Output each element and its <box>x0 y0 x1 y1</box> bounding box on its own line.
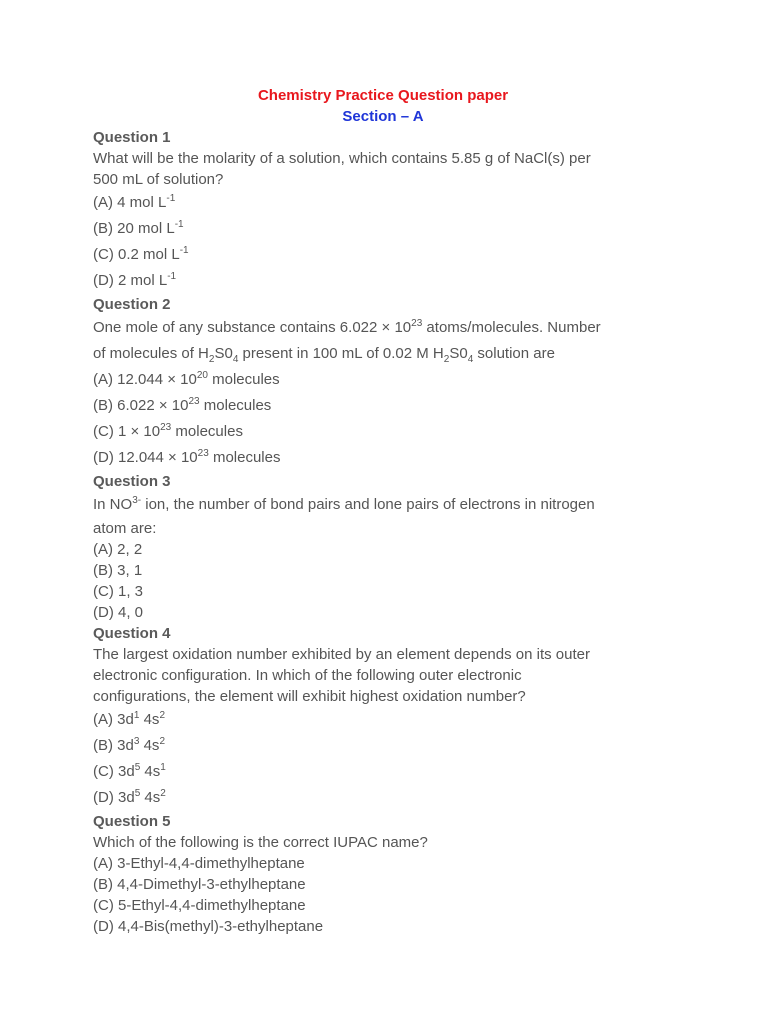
question-2-option-b <box>93 393 683 419</box>
option-exponent: 2 <box>159 710 165 721</box>
question-4-option-d <box>93 785 683 811</box>
question-5-text-line-1: Which of the following is the correct IUPAC name? <box>93 834 428 851</box>
option-text: 4s <box>139 737 160 754</box>
option-exponent: -1 <box>166 193 176 204</box>
subscript: 2 <box>208 354 215 365</box>
question-3-text-line-2: atom are: <box>93 520 157 537</box>
text-segment: In NO <box>93 496 133 513</box>
option-text: (A) 3d <box>93 711 134 728</box>
option-text: (B) 3d <box>93 737 134 754</box>
option-exponent: 23 <box>160 422 172 433</box>
question-2-option-c <box>93 419 683 445</box>
option-suffix: molecules <box>208 449 281 466</box>
option-text: (C) 3d <box>93 763 135 780</box>
subscript: 4 <box>467 354 474 365</box>
question-1-option-a <box>93 190 683 216</box>
text-segment: ion, the number of bond pairs and lone pairs of electrons in nitrogen <box>141 496 595 513</box>
option-text: (A) 4 mol L <box>93 194 167 211</box>
option-text: 4s <box>140 789 161 806</box>
option-text: (C) 1 × 10 <box>93 423 161 440</box>
question-1-option-c <box>93 242 683 268</box>
option-text: (B) 20 mol L <box>93 220 175 237</box>
option-text: 4s <box>139 711 160 728</box>
question-3-option-d: (D) 4, 0 <box>93 604 144 621</box>
text-segment: S0 <box>214 345 233 362</box>
option-text: (D) 3d <box>93 789 135 806</box>
subscript: 4 <box>232 354 239 365</box>
question-4-option-c <box>93 759 683 785</box>
question-1-heading: Question 1 <box>93 129 171 146</box>
question-4-option-a <box>93 707 683 733</box>
question-1-option-b <box>93 216 683 242</box>
text-segment: of molecules of H <box>93 345 209 362</box>
option-suffix: molecules <box>171 423 243 440</box>
option-exponent: 23 <box>197 448 209 459</box>
question-4-text-line-1: The largest oxidation number exhibited by an element depends on its outer <box>93 646 590 663</box>
option-exponent: 20 <box>196 370 208 381</box>
option-text: (D) 2 mol L <box>93 272 168 289</box>
text-segment: One mole of any substance contains 6.022 × 10 <box>93 319 412 336</box>
option-exponent: 23 <box>188 396 200 407</box>
option-text: (C) 0.2 mol L <box>93 246 180 263</box>
option-exponent: 5 <box>134 788 141 799</box>
question-2-text-line-2 <box>93 341 683 367</box>
section-heading: Section – A <box>342 108 424 125</box>
option-exponent: 2 <box>160 788 166 799</box>
question-4-heading: Question 4 <box>93 625 171 642</box>
option-text: 4s <box>140 763 161 780</box>
option-suffix: molecules <box>207 371 280 388</box>
option-exponent: -1 <box>179 245 189 256</box>
question-5-option-c: (C) 5-Ethyl-4,4-dimethylheptane <box>93 897 306 914</box>
text-segment: present in 100 mL of 0.02 M H <box>238 345 444 362</box>
subscript: 2 <box>443 354 450 365</box>
question-2-option-d <box>93 445 683 471</box>
option-exponent: 5 <box>134 762 141 773</box>
question-3-option-a: (A) 2, 2 <box>93 541 143 558</box>
option-exponent: -1 <box>174 219 184 230</box>
question-3-text-line-1 <box>93 492 683 518</box>
option-exponent: 1 <box>133 710 140 721</box>
option-exponent: -1 <box>167 271 177 282</box>
exponent: 23 <box>411 318 423 329</box>
question-4 <box>93 623 683 811</box>
text-segment: atoms/molecules. Number <box>422 319 601 336</box>
option-text: (D) 12.044 × 10 <box>93 449 198 466</box>
document-page <box>93 85 683 937</box>
question-2-text-line-1 <box>93 315 683 341</box>
text-segment: solution are <box>473 345 555 362</box>
question-5-option-b: (B) 4,4-Dimethyl-3-ethylheptane <box>93 876 306 893</box>
question-3 <box>93 471 683 623</box>
option-text: (A) 12.044 × 10 <box>93 371 197 388</box>
option-suffix: molecules <box>199 397 272 414</box>
question-3-option-c: (C) 1, 3 <box>93 583 144 600</box>
question-2 <box>93 294 683 471</box>
option-exponent: 2 <box>159 736 165 747</box>
exponent: 3- <box>132 495 142 506</box>
question-1-text-line-2: 500 mL of solution? <box>93 171 224 188</box>
question-1 <box>93 127 683 294</box>
question-5-option-d: (D) 4,4-Bis(methyl)-3-ethylheptane <box>93 918 324 935</box>
option-text: (B) 6.022 × 10 <box>93 397 189 414</box>
question-3-option-b: (B) 3, 1 <box>93 562 143 579</box>
option-exponent: 3 <box>133 736 140 747</box>
question-4-option-b <box>93 733 683 759</box>
document-title: Chemistry Practice Question paper <box>257 87 509 104</box>
question-4-text-line-3: configurations, the element will exhibit highest oxidation number? <box>93 688 526 705</box>
question-1-text-line-1: What will be the molarity of a solution, which contains 5.85 g of NaCl(s) per <box>93 150 591 167</box>
text-segment: S0 <box>449 345 468 362</box>
question-5 <box>93 811 683 937</box>
question-3-heading: Question 3 <box>93 473 171 490</box>
question-5-heading: Question 5 <box>93 813 171 830</box>
option-exponent: 1 <box>160 762 166 773</box>
question-4-text-line-2: electronic configuration. In which of the following outer electronic <box>93 667 522 684</box>
question-5-option-a: (A) 3-Ethyl-4,4-dimethylheptane <box>93 855 305 872</box>
question-2-option-a <box>93 367 683 393</box>
question-1-option-d <box>93 268 683 294</box>
question-2-heading: Question 2 <box>93 296 171 313</box>
